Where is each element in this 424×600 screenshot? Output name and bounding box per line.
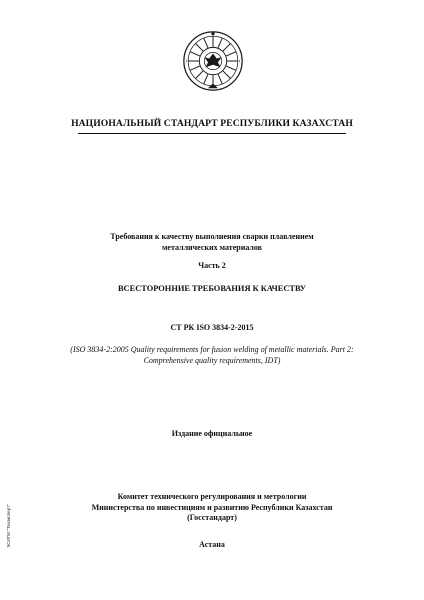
document-title-line-1: Требования к качеству выполнения сварки плавлением bbox=[110, 232, 314, 241]
publisher-line-3: (Госстандарт) bbox=[187, 513, 237, 522]
document-part: Часть 2 bbox=[198, 261, 226, 270]
national-standard-title: НАЦИОНАЛЬНЫЙ СТАНДАРТ РЕСПУБЛИКИ КАЗАХСТАН bbox=[71, 118, 353, 129]
document-title-line-2: металлических материалов bbox=[161, 242, 263, 252]
edition-label: Издание официальное bbox=[171, 429, 253, 438]
publication-city: Астана bbox=[199, 540, 225, 549]
iso-reference-line-2: Comprehensive quality requirements, IDT) bbox=[143, 355, 281, 365]
iso-reference-line-1: (ISO 3834-2:2005 Quality requirements for fusion welding of metallic materials. Part 2: bbox=[70, 345, 354, 354]
margin-stamp: ЭСИПИ "Техэксперт" bbox=[6, 504, 11, 548]
publisher-block bbox=[0, 492, 424, 524]
header-divider bbox=[78, 133, 346, 134]
iso-reference bbox=[0, 345, 424, 366]
document-subtitle: ВСЕСТОРОННИЕ ТРЕБОВАНИЯ К КАЧЕСТВУ bbox=[117, 284, 307, 293]
standard-code: СТ РК ISO 3834-2-2015 bbox=[170, 323, 254, 332]
publisher-line-1: Комитет технического регулирования и метрологии bbox=[117, 492, 307, 501]
document-title bbox=[0, 232, 424, 253]
kazakhstan-state-emblem-icon bbox=[182, 30, 244, 92]
publisher-line-2: Министерства по инвестициям и развитию Республики Казахстан bbox=[91, 502, 333, 512]
